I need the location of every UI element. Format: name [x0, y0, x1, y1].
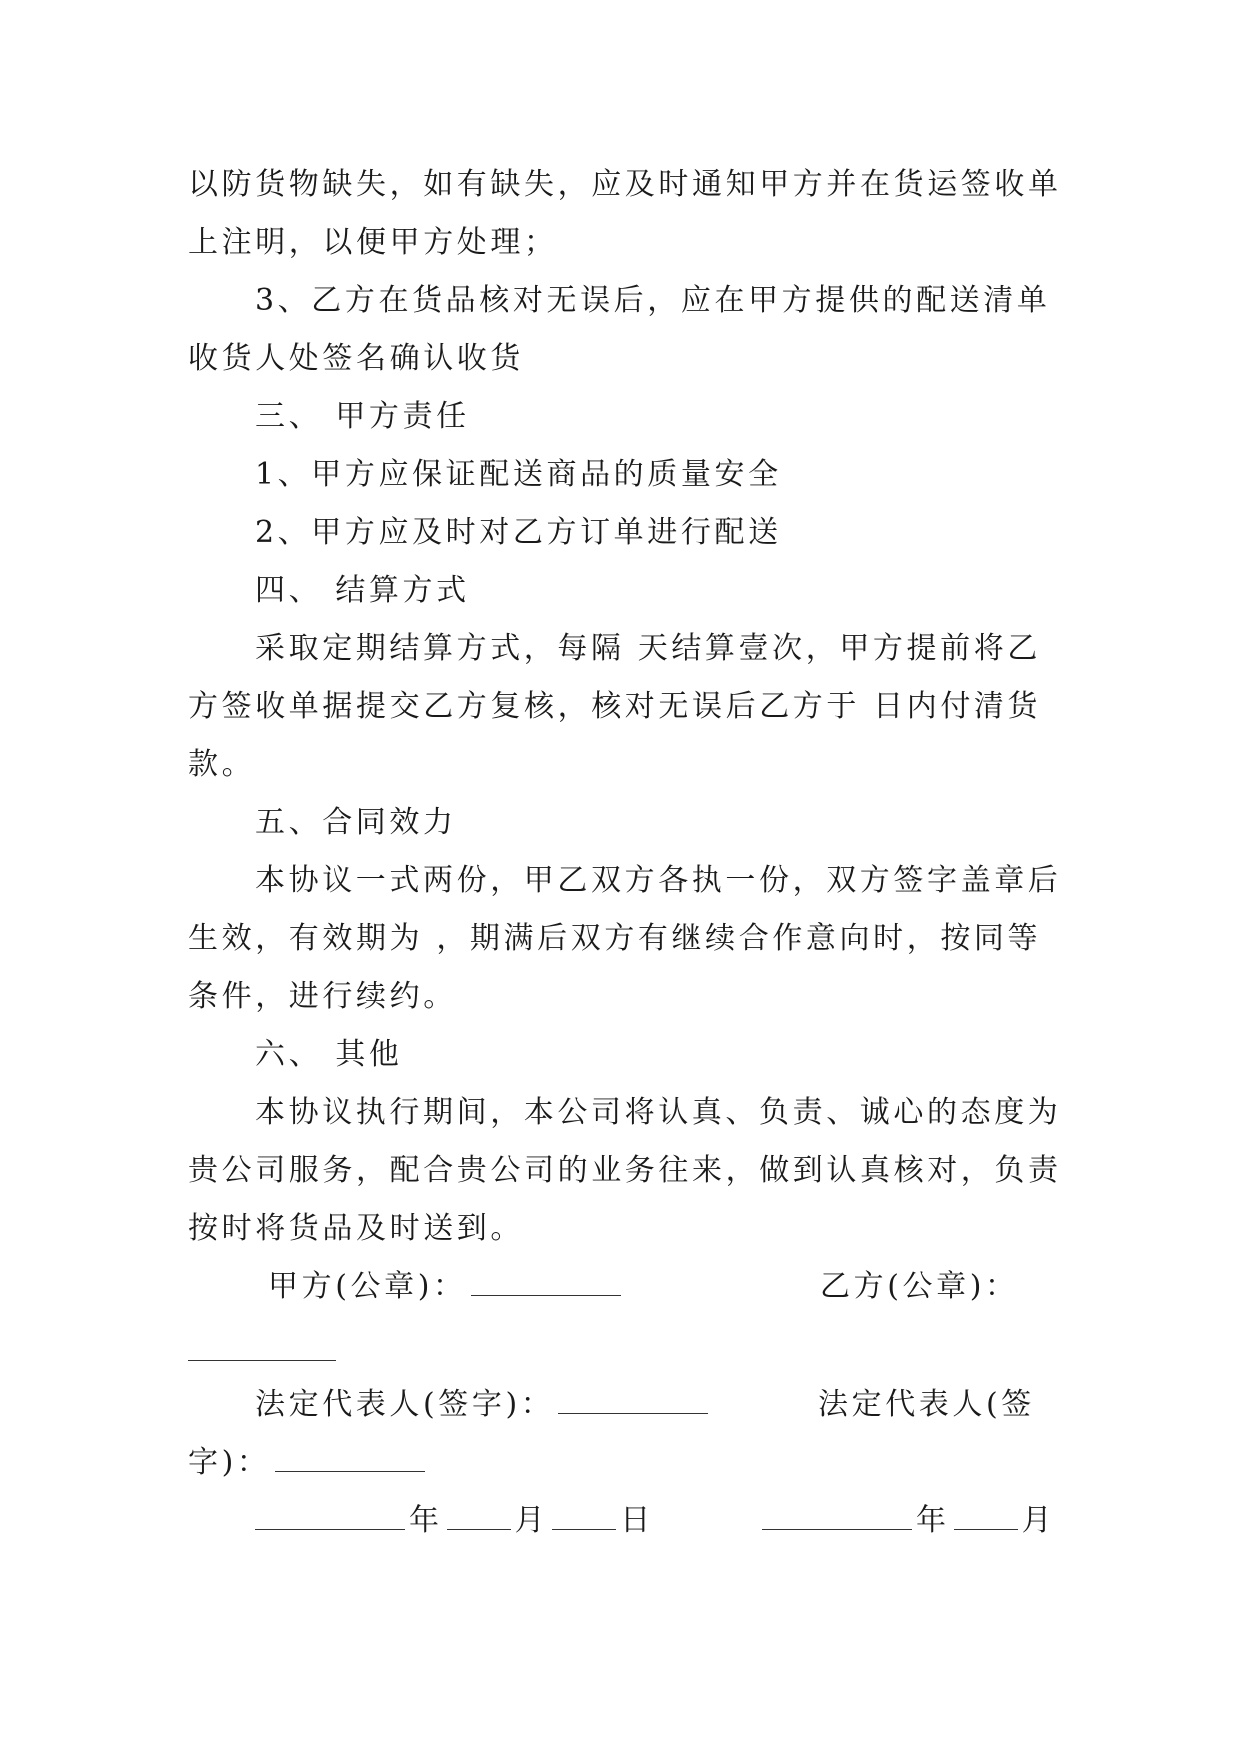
party-b-rep-label: 法定代表人(签: [818, 1387, 1035, 1422]
party-b-seal-line: [820, 1267, 1019, 1307]
party-a-year-blank[interactable]: [255, 1505, 405, 1530]
clause-3: 3、乙方在货品核对无误后，应在甲方提供的配送清单: [255, 283, 1051, 318]
party-a-month-blank[interactable]: [447, 1505, 511, 1530]
text-line: 本协议一式两份，甲乙双方各执一份，双方签字盖章后: [255, 863, 1062, 898]
section-heading-6: 六、 其他: [255, 1037, 403, 1072]
party-b-year-blank[interactable]: [762, 1505, 912, 1530]
section-heading-3: 三、 甲方责任: [255, 399, 470, 434]
text-line: 生效，有效期为 ，期满后双方有继续合作意向时，按同等: [188, 921, 1042, 956]
party-a-day-blank[interactable]: [552, 1505, 616, 1530]
text-line: 贵公司服务，配合贵公司的业务往来，做到认真核对，负责: [188, 1153, 1062, 1188]
text-line: 本协议执行期间，本公司将认真、负责、诚心的态度为: [255, 1095, 1062, 1130]
month-label: 月: [1021, 1503, 1056, 1538]
text-line: 上注明，以便甲方处理；: [188, 225, 558, 260]
party-a-seal-line: [268, 1267, 625, 1307]
clause-2: 2、甲方应及时对乙方订单进行配送: [255, 515, 782, 550]
party-b-seal-blank[interactable]: [188, 1360, 336, 1361]
year-label: 年: [409, 1503, 443, 1538]
party-b-seal-label: 乙方(公章)：: [820, 1269, 1019, 1304]
section-heading-4: 四、 结算方式: [255, 573, 470, 608]
text-line: 收货人处签名确认收货: [188, 341, 524, 376]
party-b-rep-label-cont: 字)：: [188, 1445, 271, 1480]
month-label: 月: [514, 1503, 549, 1538]
party-a-seal-blank[interactable]: [471, 1271, 621, 1296]
party-a-seal-label: 甲方(公章)：: [268, 1269, 467, 1304]
party-b-rep-line: [818, 1385, 1035, 1425]
day-label: 日: [620, 1503, 654, 1538]
text-line: 款。: [188, 747, 256, 782]
text-line: 按时将货品及时送到。: [188, 1211, 524, 1246]
party-b-date-line: [762, 1501, 1055, 1541]
party-a-rep-label: 法定代表人(签字)：: [255, 1387, 555, 1422]
party-a-rep-blank[interactable]: [558, 1389, 708, 1414]
party-b-month-blank[interactable]: [954, 1505, 1018, 1530]
party-b-rep-line-cont: [188, 1443, 429, 1483]
text-line: 方签收单据提交乙方复核，核对无误后乙方于 日内付清货: [188, 689, 1042, 724]
party-a-rep-line: [255, 1385, 712, 1425]
text-line: 采取定期结算方式，每隔 天结算壹次，甲方提前将乙: [255, 631, 1041, 666]
clause-1: 1、甲方应保证配送商品的质量安全: [255, 457, 782, 492]
section-heading-5: 五、合同效力: [255, 805, 457, 840]
party-b-rep-blank[interactable]: [275, 1447, 425, 1472]
year-label: 年: [916, 1503, 950, 1538]
party-a-date-line: [255, 1501, 654, 1541]
text-line: 条件，进行续约。: [188, 979, 457, 1014]
text-line: 以防货物缺失，如有缺失，应及时通知甲方并在货运签收单: [188, 167, 1062, 202]
